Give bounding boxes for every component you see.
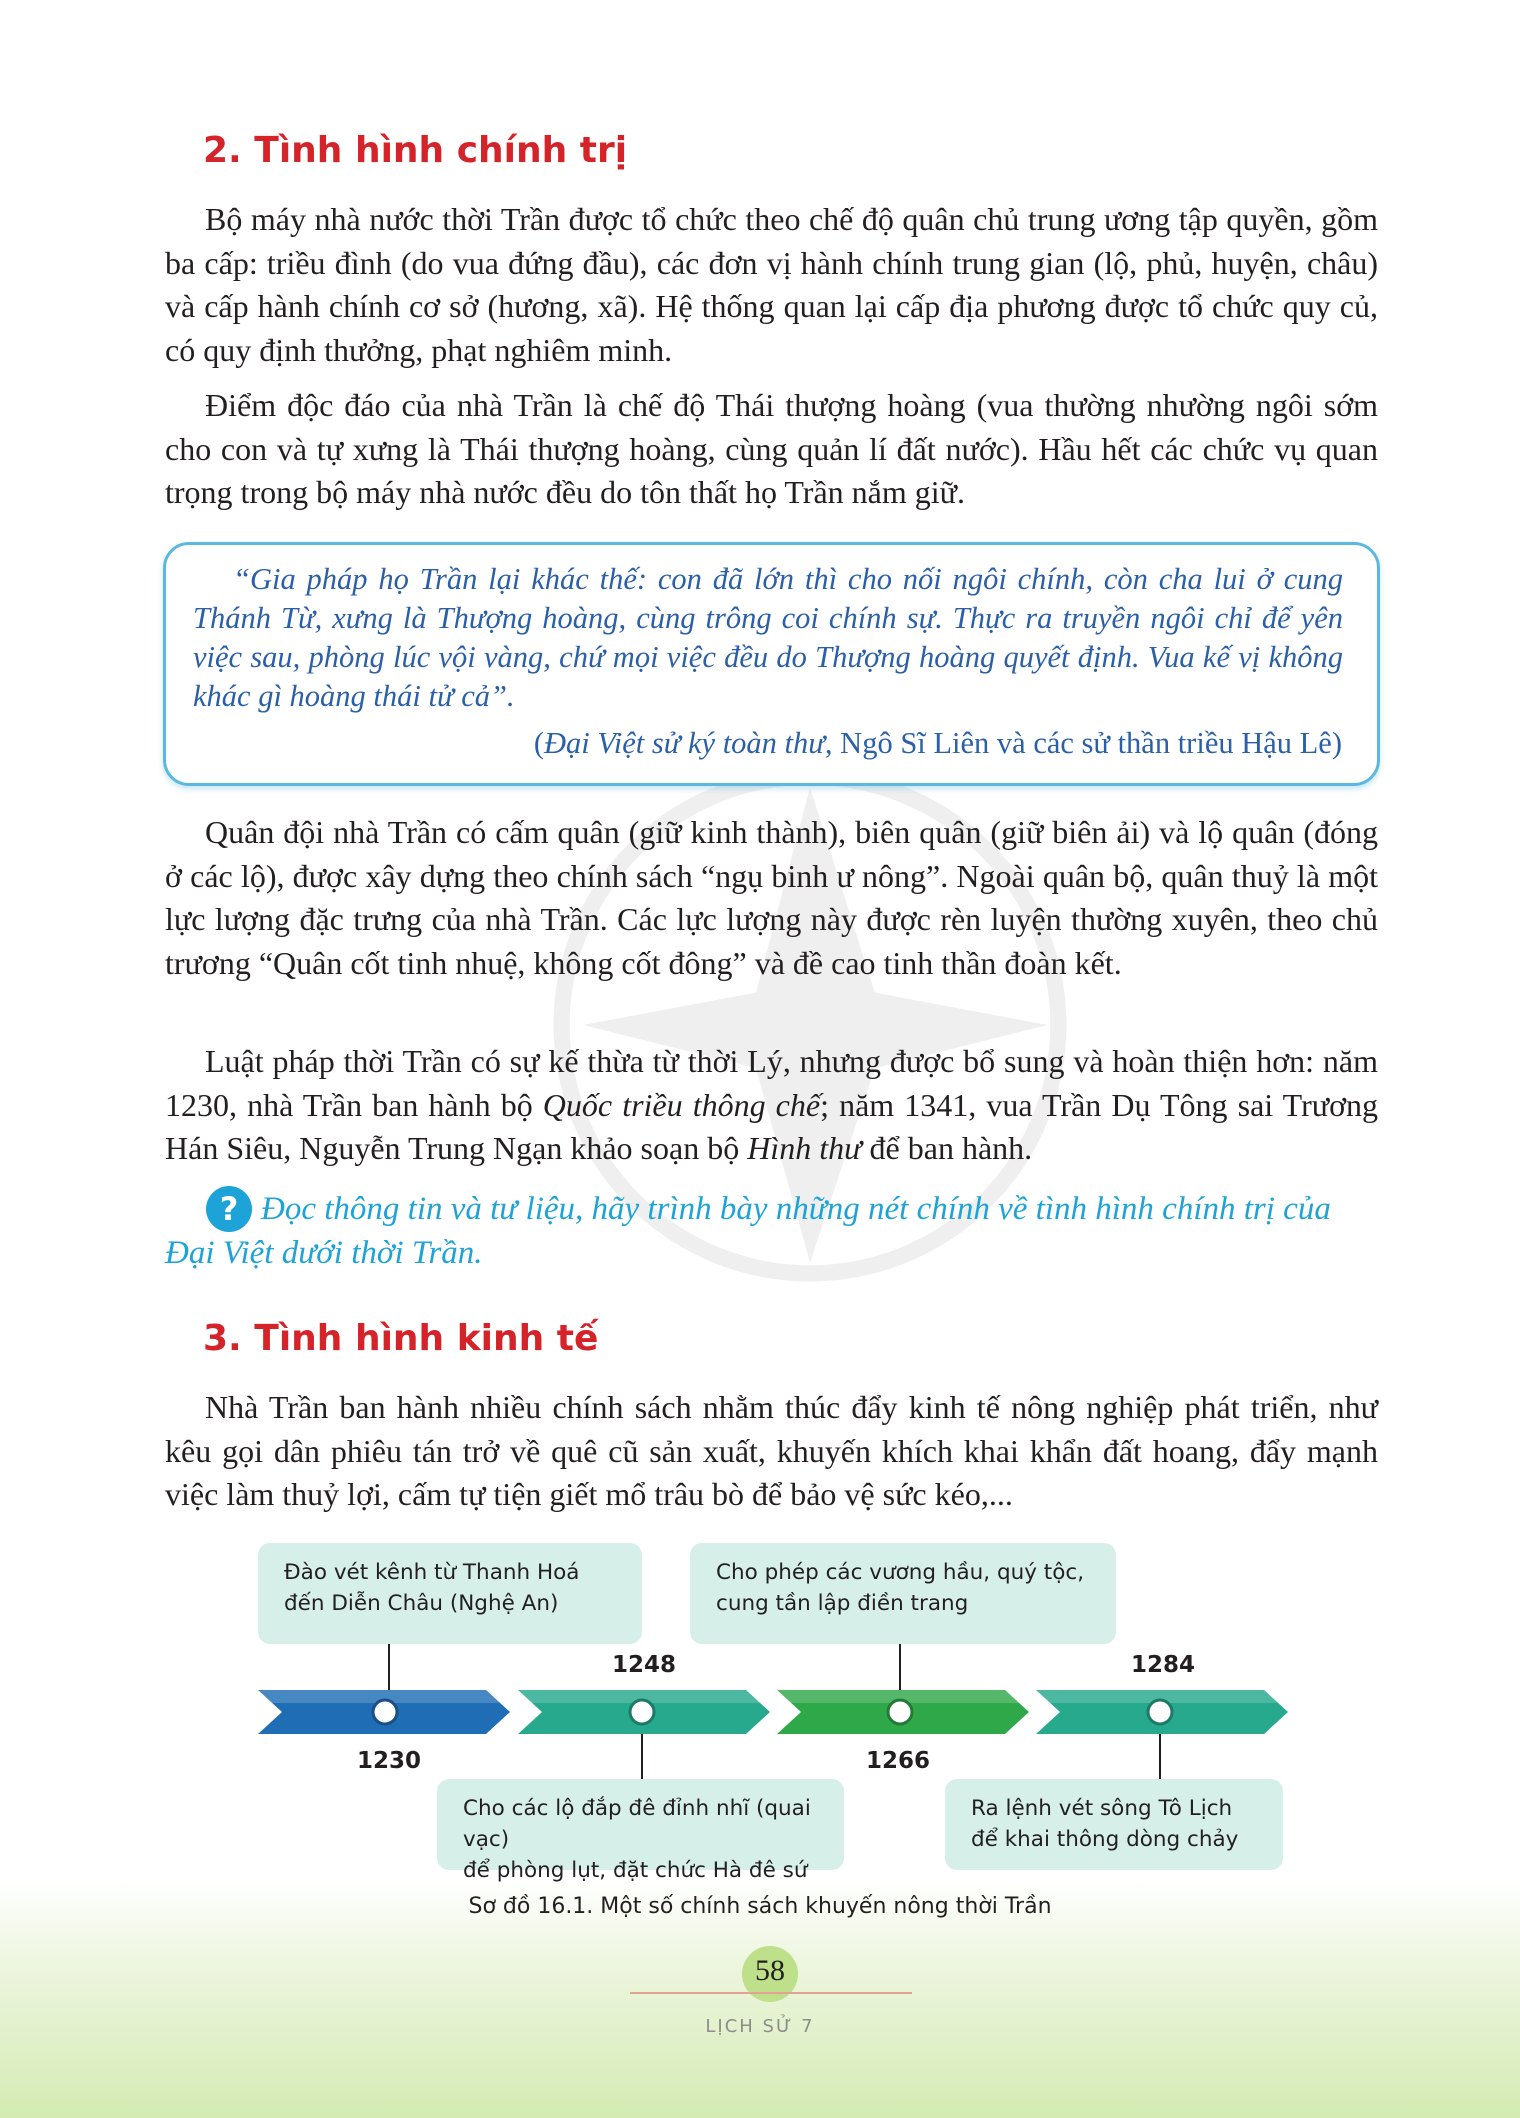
question-icon: ? [206,1186,252,1232]
quote-text: “Gia pháp họ Trần lại khác thế: con đã lớn thì cho nối ngôi chính, còn cha lui ở cung Thánh Từ, xưng là Thượng hoàng, cùng trông coi chính sự. Thực ra truyền ngôi chỉ để yên việc sau, phòng lúc vội vàng, chứ mọi việc đều do Thượng hoàng quyết định. Vua kế vị không khác gì hoàng thái tử cả”. [193,562,1343,713]
timeline-event-1284-box: Ra lệnh vét sông Tô Lịch để khai thông dòng chảy [945,1779,1283,1870]
timeline-segment-2 [518,1690,770,1734]
timeline-segment-3 [777,1690,1029,1734]
timeline-dot-1284 [1148,1700,1172,1724]
quote-source: (Đại Việt sử ký toàn thư, Ngô Sĩ Liên và các sử thần triều Hậu Lê) [533,726,1342,760]
paragraph-army: Quân đội nhà Trần có cấm quân (giữ kinh thành), biên quân (giữ biên ải) và lộ quân (đóng ở các lộ), được xây dựng theo chính sách “ngụ binh ư nông”. Ngoài quân bộ, quân thuỷ là một lực lượng đặc trưng của nhà Trần. Các lực lượng này được rèn luyện thường xuyên, theo chủ trương “Quân cốt tinh nhuệ, không cốt đông” và đề cao tinh thần đoàn kết. [165,814,1378,981]
section-heading-politics: 2. Tình hình chính trị [203,130,628,171]
section-heading-economy: 3. Tình hình kinh tế [203,1318,599,1359]
page-number: 58 [755,1954,785,1987]
law-book-title-2: Hình thư [747,1130,862,1166]
timeline-segment-1 [258,1690,510,1734]
law-book-title-1: Quốc triều thông chế [542,1086,821,1123]
diagram-caption: Sơ đồ 16.1. Một số chính sách khuyến nông thời Trần [468,1894,1052,1919]
paragraph-state-apparatus: Bộ máy nhà nước thời Trần được tổ chức theo chế độ quân chủ trung ương tập quyền, gồm ba cấp: triều đình (do vua đứng đầu), các đơn vị hành chính trung gian (lộ, phủ, huyện, châu) và cấp hành chính cơ sở (hương, xã). Hệ thống quan lại cấp địa phương được tổ chức quy củ, có quy định thưởng, phạt nghiêm minh. [165,201,1378,368]
question-text: Đọc thông tin và tư liệu, hãy trình bày những nét chính về tình hình chính trị của Đại Việt dưới thời Trần. [165,1191,1331,1271]
paragraph-law: Luật pháp thời Trần có sự kế thừa từ thời Lý, nhưng được bổ sung và hoàn thiện hơn: năm 1230, nhà Trần ban hành bộ Quốc triều thông chế; năm 1341, vua Trần Dụ Tông sai Trương Hán Siêu, Nguyễn Trung Ngạn khảo soạn bộ Hình thư để ban hành. [165,1043,1379,1166]
timeline-dot-1266 [888,1700,912,1724]
timeline-dot-1230 [373,1700,397,1724]
footer-divider [630,1992,912,1994]
timeline-year-1266: 1266 [866,1748,931,1774]
paragraph-agriculture-policy: Nhà Trần ban hành nhiều chính sách nhằm thúc đẩy kinh tế nông nghiệp phát triển, như kêu gọi dân phiêu tán trở về quê cũ sản xuất, khuyến khích khai khẩn đất hoang, đẩy mạnh việc làm thuỷ lợi, cấm tự tiện giết mổ trâu bò để bảo vệ sức kéo,... [165,1389,1378,1512]
timeline-segment-4 [1036,1690,1288,1734]
timeline-event-1266-box: Cho phép các vương hầu, quý tộc, cung tần lập điền trang [690,1543,1116,1644]
timeline-year-1230: 1230 [357,1748,422,1774]
timeline-dot-1248 [630,1700,654,1724]
quote-source-title: Đại Việt sử ký toàn thư, [544,726,833,760]
timeline-year-1284: 1284 [1131,1652,1196,1678]
timeline-year-1248: 1248 [612,1652,677,1678]
footer-book-title: LỊCH SỬ 7 [705,2016,815,2037]
timeline-event-1230-box: Đào vét kênh từ Thanh Hoá đến Diễn Châu (Nghệ An) [258,1543,642,1644]
paragraph-retired-emperor: Điểm độc đáo của nhà Trần là chế độ Thái thượng hoàng (vua thường nhường ngôi sớm cho con và tự xưng là Thái thượng hoàng, cùng quản lí đất nước). Hầu hết các chức vụ quan trọng trong bộ máy nhà nước đều do tôn thất họ Trần nắm giữ. [165,387,1378,510]
timeline-event-1248-box: Cho các lộ đắp đê đỉnh nhĩ (quai vạc) để phòng lụt, đặt chức Hà đê sứ [437,1779,844,1870]
